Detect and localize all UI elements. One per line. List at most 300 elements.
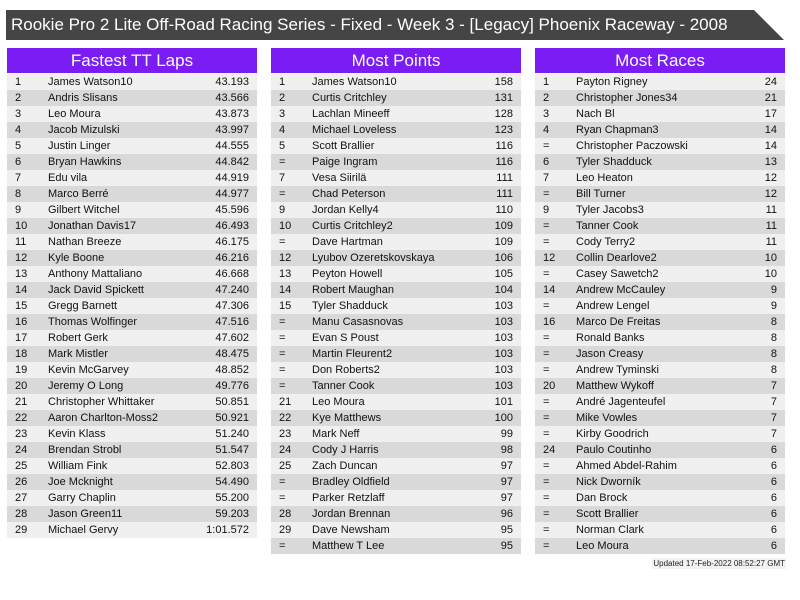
rank-cell: = [279, 364, 286, 376]
table-row [535, 490, 785, 506]
rank-cell: 10 [15, 220, 28, 232]
rank-cell: 19 [15, 364, 28, 376]
driver-name: Joe Mcknight [48, 476, 113, 488]
title-banner [6, 10, 784, 40]
table-row [271, 186, 521, 202]
table-row [271, 458, 521, 474]
value-cell: 47.306 [215, 300, 249, 312]
rank-cell: = [279, 236, 286, 248]
value-cell: 7 [770, 396, 777, 408]
value-cell: 6 [770, 508, 777, 520]
rank-cell: 6 [543, 156, 550, 168]
driver-name: Christopher Jones34 [576, 92, 678, 104]
driver-name: Ahmed Abdel-Rahim [576, 460, 677, 472]
value-cell: 6 [770, 540, 777, 552]
value-cell: 9 [770, 300, 777, 312]
driver-name: Jonathan Davis17 [48, 220, 137, 232]
driver-name: Justin Linger [48, 140, 111, 152]
value-cell: 6 [770, 492, 777, 504]
driver-name: Cody J Harris [312, 444, 379, 456]
rank-cell: = [279, 380, 286, 392]
rank-cell: 18 [15, 348, 28, 360]
table-row [535, 266, 785, 282]
table-row [7, 90, 257, 106]
driver-name: Jason Green11 [48, 508, 123, 520]
table-row [535, 474, 785, 490]
panel-title: Fastest TT Laps [7, 48, 257, 73]
value-cell: 50.921 [215, 412, 249, 424]
rank-cell: 16 [15, 316, 28, 328]
driver-name: Scott Brallier [576, 508, 639, 520]
table-row [7, 298, 257, 314]
value-cell: 10 [764, 268, 777, 280]
table-row [271, 170, 521, 186]
value-cell: 101 [494, 396, 513, 408]
value-cell: 6 [770, 524, 777, 536]
table-row [535, 186, 785, 202]
value-cell: 98 [500, 444, 513, 456]
table-row [271, 122, 521, 138]
table-row [7, 122, 257, 138]
table-row [7, 138, 257, 154]
rank-cell: = [279, 316, 286, 328]
value-cell: 103 [494, 348, 513, 360]
rank-cell: 24 [15, 444, 28, 456]
value-cell: 103 [494, 316, 513, 328]
value-cell: 103 [494, 300, 513, 312]
table-row [535, 314, 785, 330]
table-row [271, 378, 521, 394]
rank-cell: = [279, 476, 286, 488]
driver-name: Kye Matthews [312, 412, 382, 424]
rank-cell: 9 [543, 204, 550, 216]
value-cell: 99 [500, 428, 513, 440]
value-cell: 111 [496, 172, 513, 184]
driver-name: Kirby Goodrich [576, 428, 649, 440]
rank-cell: 25 [15, 460, 28, 472]
value-cell: 104 [494, 284, 513, 296]
table-row [7, 378, 257, 394]
rank-cell: = [543, 492, 550, 504]
value-cell: 11 [765, 236, 777, 248]
table-row [535, 394, 785, 410]
table-row [535, 346, 785, 362]
driver-name: Paige Ingram [312, 156, 378, 168]
table-row [7, 394, 257, 410]
table-row [535, 74, 785, 90]
value-cell: 100 [494, 412, 513, 424]
value-cell: 49.776 [215, 380, 249, 392]
rank-cell: 1 [279, 76, 286, 88]
table-row [7, 218, 257, 234]
value-cell: 95 [500, 524, 513, 536]
table-row [535, 282, 785, 298]
driver-name: Kevin McGarvey [48, 364, 129, 376]
table-row [535, 330, 785, 346]
driver-name: Payton Rigney [576, 76, 648, 88]
rank-cell: 7 [279, 172, 286, 184]
driver-name: Nathan Breeze [48, 236, 122, 248]
rank-cell: 29 [279, 524, 292, 536]
driver-name: Casey Sawetch2 [576, 268, 659, 280]
value-cell: 116 [495, 156, 513, 168]
driver-name: Lachlan Mineeff [312, 108, 390, 120]
value-cell: 14 [764, 140, 777, 152]
value-cell: 6 [770, 444, 777, 456]
rank-cell: 11 [15, 236, 27, 248]
driver-name: Tanner Cook [312, 380, 375, 392]
rank-cell: 26 [15, 476, 28, 488]
rank-cell: 5 [279, 140, 286, 152]
table-row [271, 282, 521, 298]
driver-name: Thomas Wolfinger [48, 316, 138, 328]
driver-name: Kyle Boone [48, 252, 105, 264]
driver-name: Scott Brallier [312, 140, 375, 152]
driver-name: Norman Clark [576, 524, 644, 536]
value-cell: 8 [770, 332, 777, 344]
driver-name: Jack David Spickett [48, 284, 144, 296]
table-row [7, 154, 257, 170]
rank-cell: = [543, 140, 550, 152]
driver-name: André Jagenteufel [576, 396, 666, 408]
value-cell: 105 [494, 268, 513, 280]
value-cell: 111 [496, 188, 513, 200]
most-points-panel [271, 48, 521, 554]
table-row [7, 506, 257, 522]
table-row [271, 298, 521, 314]
value-cell: 44.555 [215, 140, 249, 152]
table-row [271, 538, 521, 554]
driver-name: Jacob Mizulski [48, 124, 120, 136]
table-row [7, 426, 257, 442]
driver-name: Cody Terry2 [576, 236, 636, 248]
value-cell: 47.602 [215, 332, 249, 344]
driver-name: Lyubov Ozeretskovskaya [312, 252, 435, 264]
table-row [535, 538, 785, 554]
value-cell: 45.596 [215, 204, 249, 216]
value-cell: 50.851 [215, 396, 249, 408]
value-cell: 158 [494, 76, 513, 88]
value-cell: 11 [765, 204, 777, 216]
rank-cell: = [543, 508, 550, 520]
driver-name: Tanner Cook [576, 220, 639, 232]
rank-cell: 12 [543, 252, 556, 264]
driver-name: Paulo Coutinho [576, 444, 652, 456]
rank-cell: 4 [279, 124, 286, 136]
value-cell: 43.873 [215, 108, 249, 120]
table-row [535, 250, 785, 266]
rank-cell: 14 [15, 284, 28, 296]
rank-cell: = [543, 268, 550, 280]
rank-cell: = [279, 348, 286, 360]
value-cell: 96 [500, 508, 513, 520]
rank-cell: 6 [15, 156, 22, 168]
table-row [7, 250, 257, 266]
value-cell: 52.803 [215, 460, 249, 472]
rank-cell: 7 [543, 172, 550, 184]
value-cell: 95 [500, 540, 513, 552]
driver-name: Jordan Brennan [312, 508, 391, 520]
table-row [7, 74, 257, 90]
table-row [271, 506, 521, 522]
driver-name: Dave Newsham [312, 524, 390, 536]
driver-name: Andrew Tyminski [576, 364, 659, 376]
driver-name: Robert Gerk [48, 332, 108, 344]
rank-cell: = [279, 332, 286, 344]
value-cell: 43.997 [215, 124, 249, 136]
driver-name: Dan Brock [576, 492, 628, 504]
value-cell: 44.977 [215, 188, 249, 200]
rank-cell: = [543, 396, 550, 408]
table-row [535, 218, 785, 234]
driver-name: Christopher Paczowski [576, 140, 688, 152]
driver-name: Andrew Lengel [576, 300, 650, 312]
driver-name: Jordan Kelly4 [312, 204, 379, 216]
driver-name: Gilbert Witchel [48, 204, 120, 216]
driver-name: James Watson10 [48, 76, 133, 88]
rank-cell: = [543, 236, 550, 248]
rank-cell: 16 [543, 316, 556, 328]
table-row [7, 346, 257, 362]
rank-cell: 20 [543, 380, 556, 392]
rank-cell: 1 [15, 76, 22, 88]
panel-title: Most Races [535, 48, 785, 73]
driver-name: William Fink [48, 460, 108, 472]
driver-name: Ronald Banks [576, 332, 645, 344]
value-cell: 46.175 [215, 236, 249, 248]
rank-cell: 14 [279, 284, 292, 296]
table-row [535, 170, 785, 186]
driver-name: Nach Bl [576, 108, 615, 120]
value-cell: 1:01.572 [206, 524, 249, 536]
driver-name: Curtis Critchley [312, 92, 387, 104]
table-row [271, 426, 521, 442]
leaderboard-list [7, 74, 257, 538]
rank-cell: 2 [279, 92, 286, 104]
driver-name: Jason Creasy [576, 348, 644, 360]
value-cell: 7 [770, 428, 777, 440]
table-row [535, 362, 785, 378]
driver-name: Bill Turner [576, 188, 626, 200]
driver-name: Don Roberts2 [312, 364, 380, 376]
table-row [7, 202, 257, 218]
value-cell: 8 [770, 364, 777, 376]
rank-cell: 23 [279, 428, 292, 440]
value-cell: 12 [764, 188, 777, 200]
driver-name: Mark Mistler [48, 348, 108, 360]
table-row [271, 490, 521, 506]
table-row [271, 266, 521, 282]
value-cell: 44.842 [215, 156, 249, 168]
table-row [7, 522, 257, 538]
driver-name: Martin Fleurent2 [312, 348, 393, 360]
rank-cell: 21 [279, 396, 292, 408]
driver-name: Leo Moura [312, 396, 365, 408]
rank-cell: = [279, 156, 286, 168]
rank-cell: 15 [15, 300, 28, 312]
most-races-panel [535, 48, 785, 554]
driver-name: Parker Retzlaff [312, 492, 385, 504]
table-row [271, 250, 521, 266]
table-row [535, 522, 785, 538]
table-row [7, 330, 257, 346]
value-cell: 103 [494, 332, 513, 344]
driver-name: Marco Berré [48, 188, 109, 200]
value-cell: 8 [770, 316, 777, 328]
value-cell: 116 [495, 140, 513, 152]
rank-cell: = [543, 428, 550, 440]
driver-name: Collin Dearlove2 [576, 252, 657, 264]
rank-cell: = [543, 476, 550, 488]
table-row [271, 522, 521, 538]
rank-cell: 9 [279, 204, 286, 216]
table-row [535, 442, 785, 458]
table-row [271, 90, 521, 106]
table-row [271, 394, 521, 410]
value-cell: 10 [764, 252, 777, 264]
rank-cell: 20 [15, 380, 28, 392]
table-row [7, 282, 257, 298]
driver-name: Jeremy O Long [48, 380, 124, 392]
table-row [7, 186, 257, 202]
rank-cell: 22 [279, 412, 292, 424]
fastest-tt-laps-panel [7, 48, 257, 538]
rank-cell: 5 [15, 140, 22, 152]
driver-name: Kevin Klass [48, 428, 106, 440]
table-row [271, 106, 521, 122]
table-row [271, 410, 521, 426]
value-cell: 44.919 [215, 172, 249, 184]
table-row [535, 122, 785, 138]
driver-name: Matthew Wykoff [576, 380, 654, 392]
value-cell: 48.475 [215, 348, 249, 360]
rank-cell: = [279, 492, 286, 504]
table-row [271, 202, 521, 218]
value-cell: 110 [495, 204, 513, 216]
driver-name: Manu Casasnovas [312, 316, 404, 328]
rank-cell: 9 [15, 204, 22, 216]
value-cell: 13 [764, 156, 777, 168]
driver-name: Gregg Barnett [48, 300, 118, 312]
rank-cell: 4 [543, 124, 550, 136]
rank-cell: 25 [279, 460, 292, 472]
leaderboard-list [271, 74, 521, 554]
table-row [535, 506, 785, 522]
driver-name: Curtis Critchley2 [312, 220, 393, 232]
rank-cell: 12 [15, 252, 28, 264]
driver-name: James Watson10 [312, 76, 397, 88]
table-row [535, 410, 785, 426]
rank-cell: 21 [15, 396, 28, 408]
value-cell: 51.547 [215, 444, 249, 456]
driver-name: Leo Heaton [576, 172, 633, 184]
table-row [7, 106, 257, 122]
value-cell: 11 [765, 220, 777, 232]
table-row [271, 74, 521, 90]
rank-cell: 17 [15, 332, 28, 344]
rank-cell: 1 [543, 76, 550, 88]
value-cell: 43.566 [215, 92, 249, 104]
driver-name: Leo Moura [48, 108, 101, 120]
value-cell: 46.668 [215, 268, 249, 280]
driver-name: Mike Vowles [576, 412, 638, 424]
table-row [535, 106, 785, 122]
table-row [535, 202, 785, 218]
table-row [535, 378, 785, 394]
driver-name: Edu vila [48, 172, 88, 184]
driver-name: Robert Maughan [312, 284, 394, 296]
rank-cell: 3 [15, 108, 22, 120]
value-cell: 59.203 [215, 508, 249, 520]
table-row [271, 362, 521, 378]
value-cell: 55.200 [215, 492, 249, 504]
table-row [7, 458, 257, 474]
value-cell: 109 [494, 236, 513, 248]
rank-cell: = [543, 460, 550, 472]
rank-cell: = [543, 300, 550, 312]
value-cell: 46.216 [215, 252, 249, 264]
rank-cell: 14 [543, 284, 556, 296]
value-cell: 123 [494, 124, 513, 136]
value-cell: 103 [494, 364, 513, 376]
rank-cell: 7 [15, 172, 22, 184]
value-cell: 6 [770, 476, 777, 488]
rank-cell: 8 [15, 188, 22, 200]
rank-cell: 15 [279, 300, 292, 312]
value-cell: 131 [494, 92, 513, 104]
value-cell: 46.493 [215, 220, 249, 232]
rank-cell: 2 [543, 92, 550, 104]
rank-cell: = [543, 412, 550, 424]
rank-cell: = [279, 540, 286, 552]
value-cell: 47.516 [215, 316, 249, 328]
table-row [7, 314, 257, 330]
table-row [7, 266, 257, 282]
driver-name: Andris Slisans [48, 92, 118, 104]
driver-name: Peyton Howell [312, 268, 383, 280]
driver-name: Garry Chaplin [48, 492, 116, 504]
table-row [535, 298, 785, 314]
table-row [535, 90, 785, 106]
rank-cell: = [543, 364, 550, 376]
table-row [271, 314, 521, 330]
table-row [535, 234, 785, 250]
driver-name: Tyler Jacobs3 [576, 204, 644, 216]
driver-name: Chad Peterson [312, 188, 386, 200]
table-row [271, 442, 521, 458]
value-cell: 54.490 [215, 476, 249, 488]
value-cell: 17 [764, 108, 777, 120]
value-cell: 7 [770, 412, 777, 424]
driver-name: Evan S Poust [312, 332, 379, 344]
driver-name: Aaron Charlton-Moss2 [48, 412, 159, 424]
table-row [7, 170, 257, 186]
rank-cell: 28 [15, 508, 28, 520]
rank-cell: 3 [279, 108, 286, 120]
rank-cell: 24 [279, 444, 292, 456]
leaderboard-list [535, 74, 785, 554]
rank-cell: 10 [279, 220, 292, 232]
driver-name: Christopher Whittaker [48, 396, 155, 408]
rank-cell: = [543, 188, 550, 200]
driver-name: Marco De Freitas [576, 316, 661, 328]
table-row [7, 362, 257, 378]
table-row [271, 346, 521, 362]
driver-name: Tyler Shadduck [312, 300, 388, 312]
table-row [7, 474, 257, 490]
value-cell: 21 [764, 92, 777, 104]
value-cell: 14 [764, 124, 777, 136]
